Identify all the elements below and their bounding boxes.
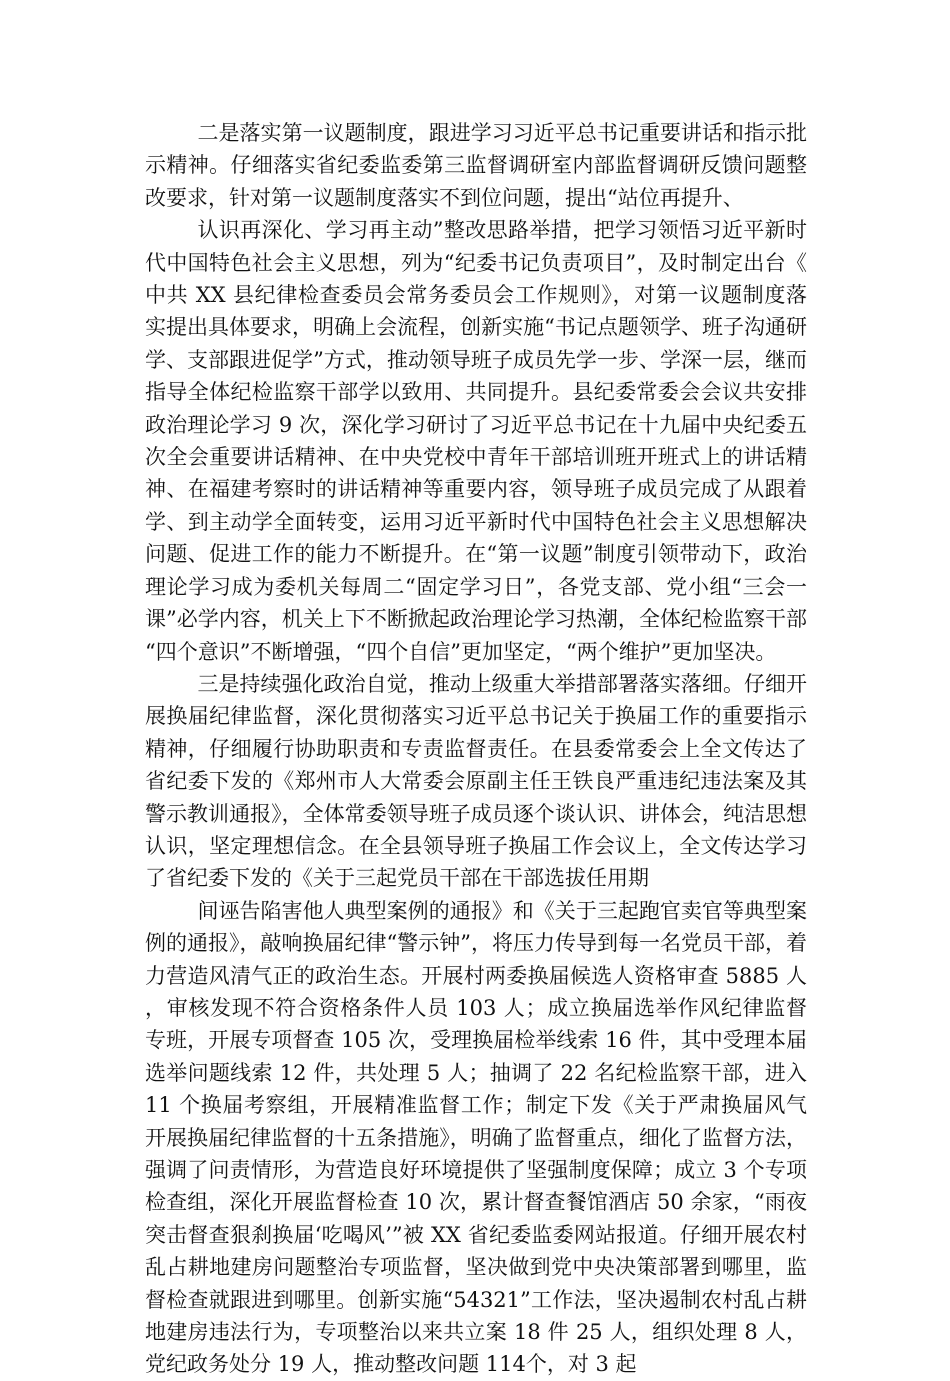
paragraph-election-supervision: 间诬告陷害他人典型案例的通报》和《关于三起跑官卖官等典型案例的通报》，敲响换届纪律“警示钟”，将压力传导到每一名党员干部，着力营造风清气正的政治生态。开展村两委换届候选人资格审查 5885 人，审核发现不符合资格条件人员 103 人；成立换届选举作风纪律监督专班，开展专项督查 105 次，受理换届检举线索 16 件，其中受理本届选举问题线索 12 件，共处理 5 人；抽调了 22 名纪检监察干部，进入 11 个换届考察组，开展精准监督工作；制定下发《关于严肃换届风气开展换届纪律监督的十五条措施》，明确了监督重点，细化了监督方法，强调了问责情形，为营造良好环境提供了坚强制度保障；成立 3 个专项检查组，深化开展监督检查 10 次，累计督查餐馆酒店 50 余家，“雨夜突击督查狠刹换届‘吃喝风’”被 XX 省纪委监委网站报道。仔细开展农村乱占耕地建房问题整治专项监督，坚决做到党中央决策部署到哪里，监督检查就跟进到哪里。创新实施“54321”工作法，坚决遏制农村乱占耕地建房违法行为，专项整治以来共立案 18 件 25 人，组织处理 8 人，党纪政务处分 19 人，推动整改问题 114个，对 3 起: [145, 898, 807, 1377]
paragraph-first-topic-continued: 认识再深化、学习再主动”整改思路举措，把学习领悟习近平新时代中国特色社会主义思想，列为“纪委书记负责项目”，及时制定出台《中共 XX 县纪律检查委员会常务委员会工作规则》，对第一议题制度落实提出具体要求，明确上会流程，创新实施“书记点题领学、班子沟通研学、支部跟进促学”方式，推动领导班子成员先学一步、学深一层，继而指导全体纪检监察干部学以致用、共同提升。县纪委常委会会议共安排政治理论学习 9 次，深化学习研讨了习近平总书记在十九届中央纪委五次全会重要讲话精神、在中央党校中青年干部培训班开班式上的讲话精神、在福建考察时的讲话精神等重要内容，领导班子成员完成了从跟着学、到主动学全面转变，运用习近平新时代中国特色社会主义思想解决问题、促进工作的能力不断提升。在“第一议题”制度引领带动下，政治理论学习成为委机关每周二“固定学习日”，各党支部、党小组“三会一课”必学内容，机关上下不断掀起政治理论学习热潮，全体纪检监察干部“四个意识”不断增强，“四个自信”更加坚定，“两个维护”更加坚决。: [145, 218, 807, 664]
paragraph-first-topic-system: 二是落实第一议题制度，跟进学习习近平总书记重要讲话和指示批示精神。仔细落实省纪委监委第三监督调研室内部监督调研反馈问题整改要求，针对第一议题制度落实不到位问题，提出“站位再提升、: [145, 121, 807, 210]
document-body: [145, 117, 807, 1381]
paragraph-political-awareness: 三是持续强化政治自觉，推动上级重大举措部署落实落细。仔细开展换届纪律监督，深化贯彻落实习近平总书记关于换届工作的重要指示精神，仔细履行协助职责和专责监督责任。在县委常委会上全文传达了省纪委下发的《郑州市人大常委会原副主任王铁良严重违纪违法案及其警示教训通报》，全体常委领导班子成员逐个谈认识、讲体会，纯洁思想认识，坚定理想信念。在全县领导班子换届工作会议上，全文传达学习了省纪委下发的《关于三起党员干部在干部选拔任用期: [145, 671, 807, 891]
